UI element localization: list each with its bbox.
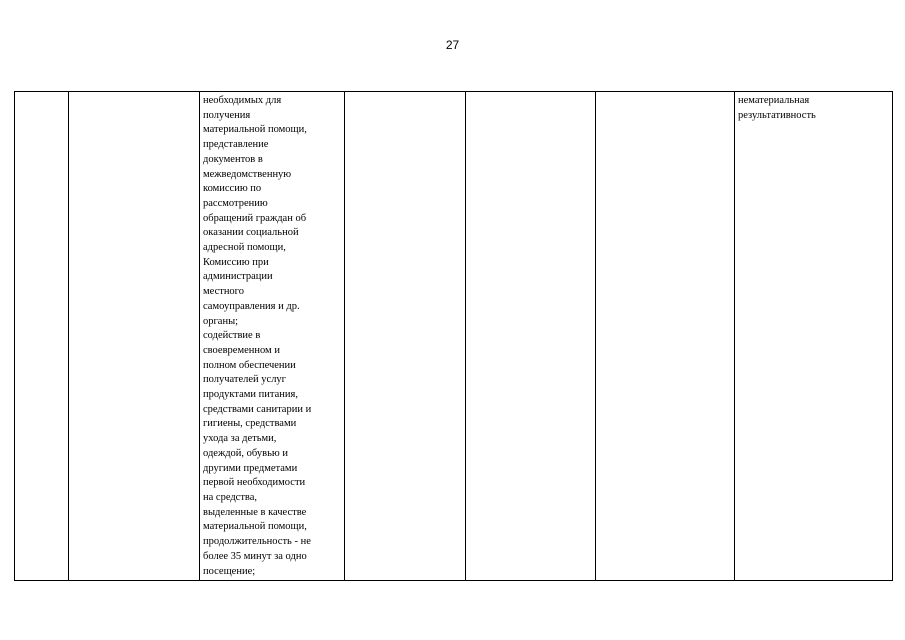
table-cell-col3 bbox=[200, 92, 345, 581]
table-cell-col4 bbox=[345, 92, 466, 581]
table-cell-col6 bbox=[596, 92, 735, 581]
table-row bbox=[15, 92, 893, 581]
service-description-text: необходимых для получения материальной помощи, представление документов в межведомственную комиссию по рассмотрению обращений граждан об оказании социальной адресной помощи, Комиссию при администрации местного самоуправления и др. органы; содействие в своевременном и полном обеспечении получателей услуг продуктами питания, средствами санитарии и гигиены, средствами ухода за детьми, одеждой, обувью и другими предметами первой необходимости на средства, выделенные в качестве материальной помощи, продолжительность - не более 35 минут за одно посещение; bbox=[203, 95, 312, 577]
page-number: 27 bbox=[445, 38, 460, 52]
table-cell-col5 bbox=[466, 92, 596, 581]
table-cell-col1 bbox=[15, 92, 69, 581]
table-cell-col2 bbox=[69, 92, 200, 581]
document-table bbox=[14, 91, 893, 581]
effectiveness-text: нематериальная результативность bbox=[738, 95, 816, 121]
table-cell-col7 bbox=[735, 92, 893, 581]
